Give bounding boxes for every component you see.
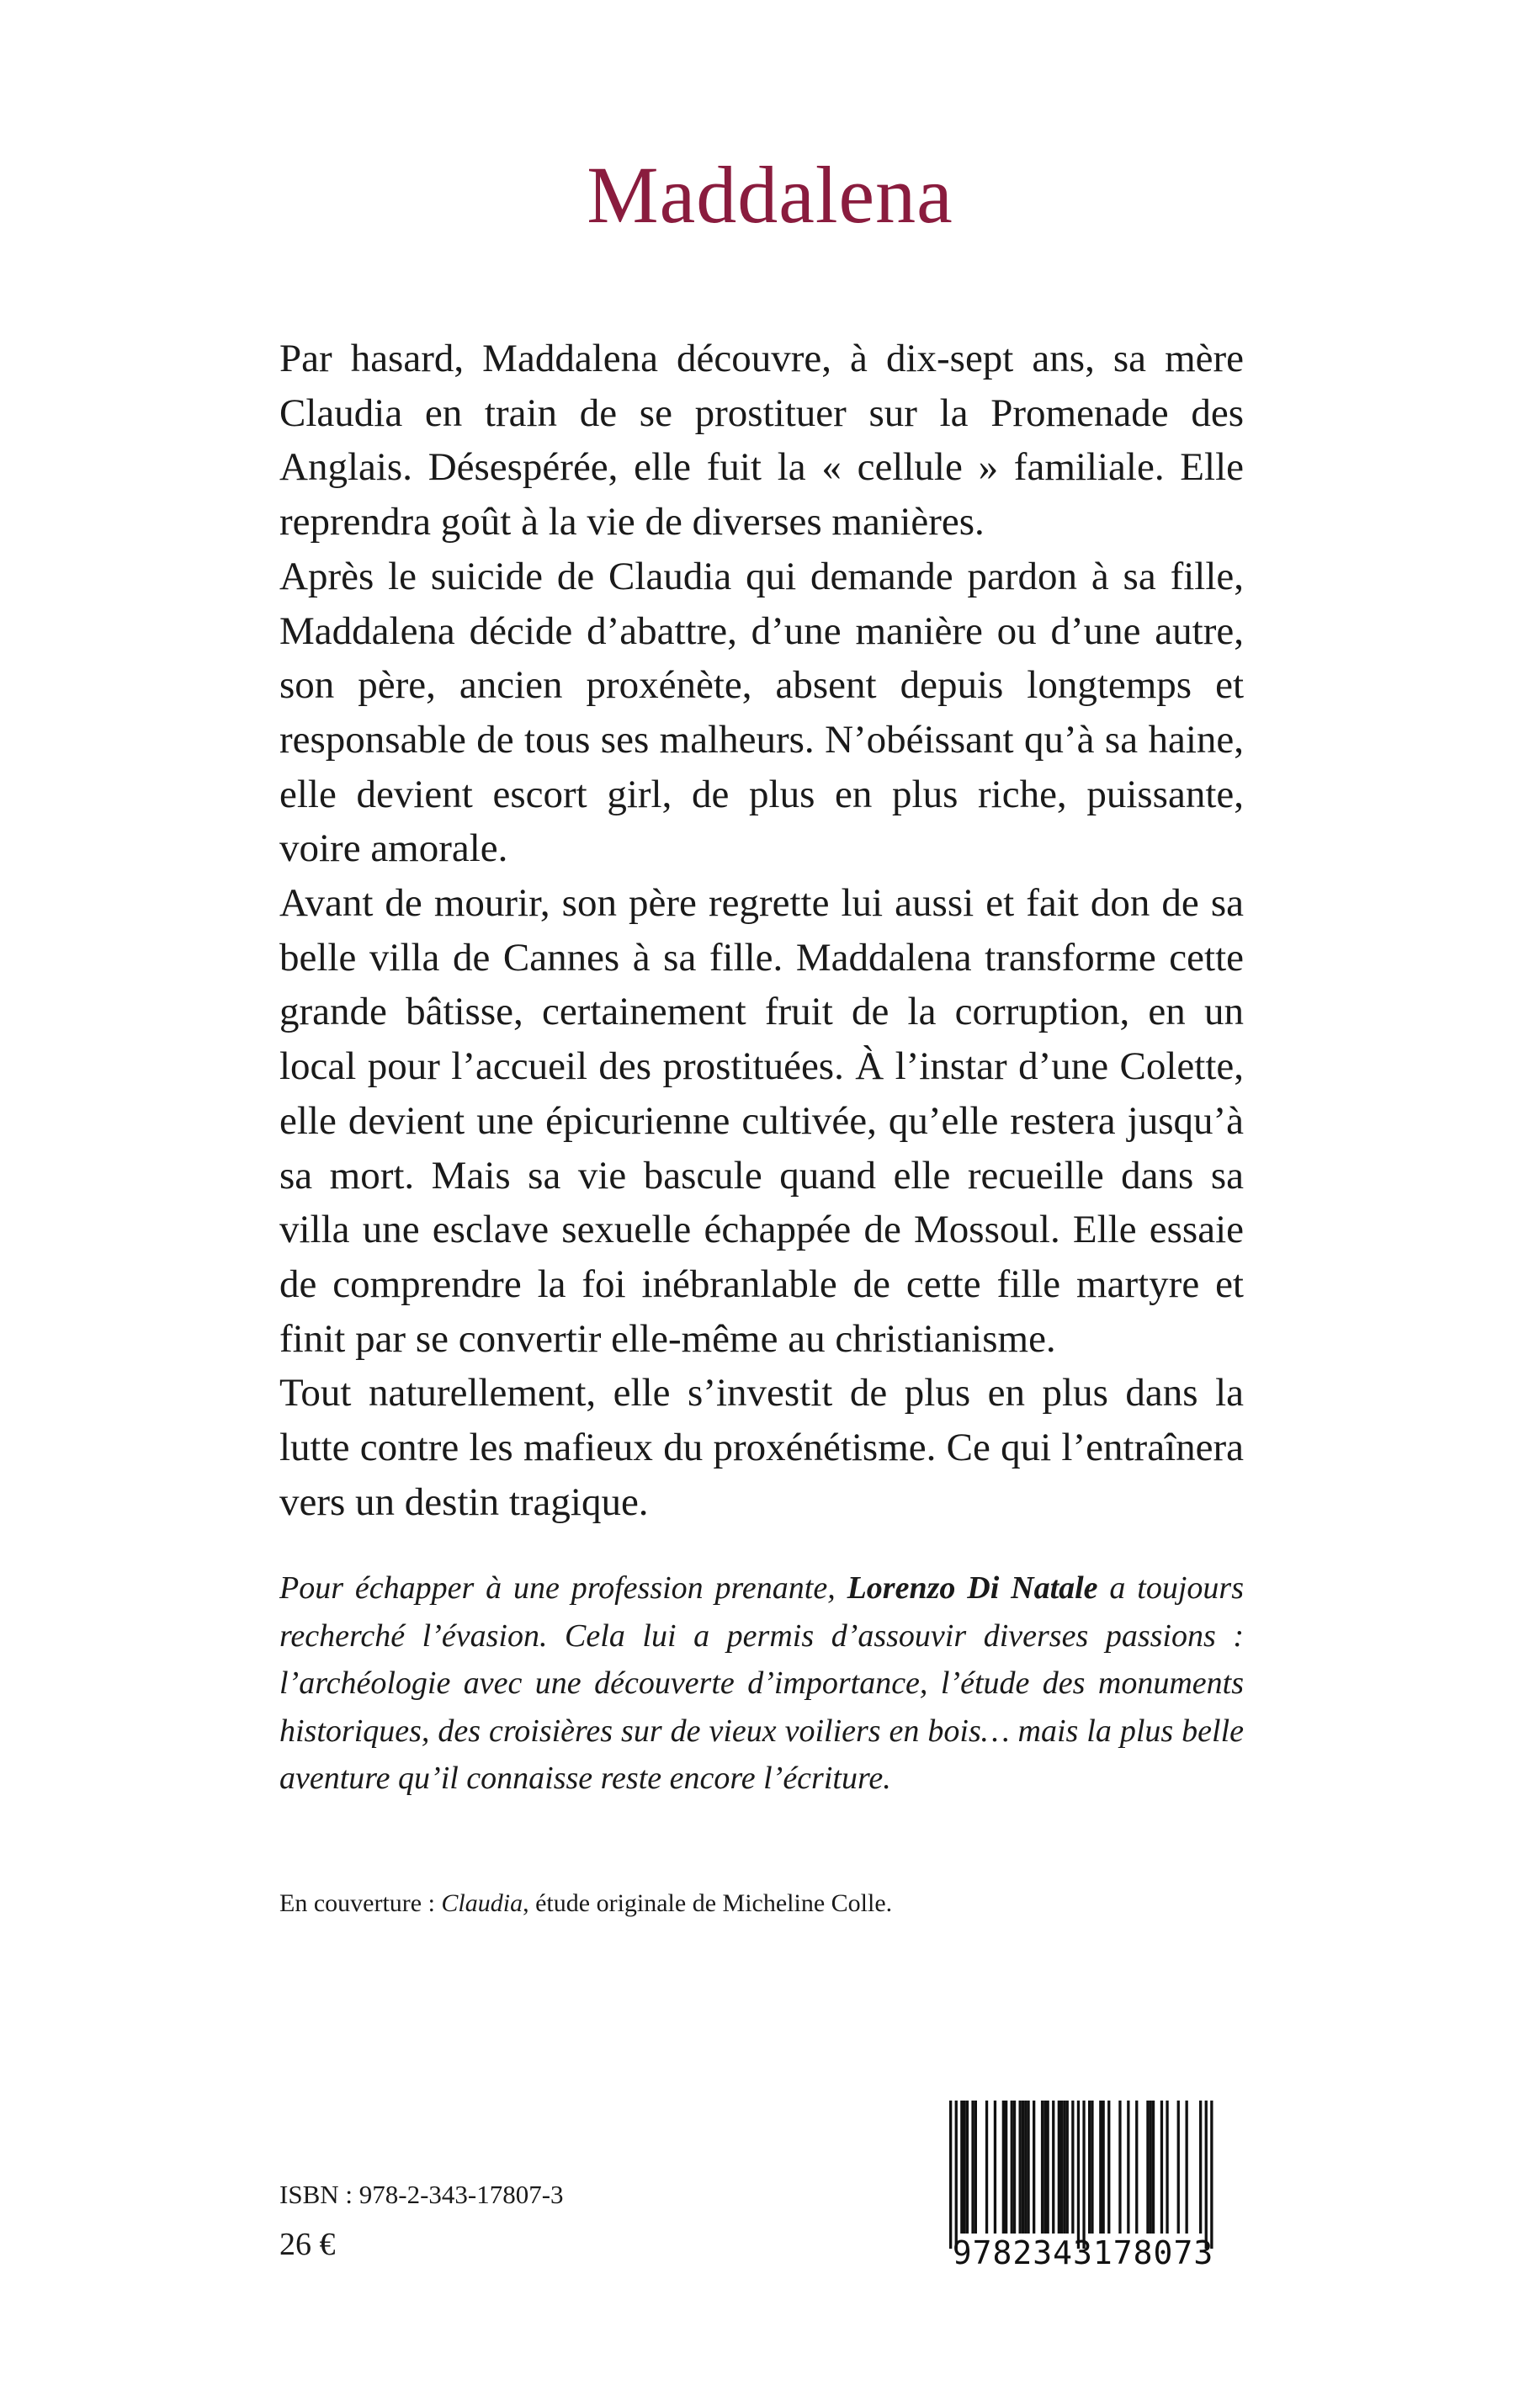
cover-credit-suffix: , étude originale de Micheline Colle. [523, 1889, 893, 1917]
barcode-bar [985, 2101, 988, 2234]
blurb-paragraph: Avant de mourir, son père regrette lui aussi et fait don de sa belle villa de Cannes à sa fille. Maddalena transforme cette grande bâtisse, certainement fruit de la corruption, en un local pour l’accueil des prostituées. À l’instar d’une Colette, elle devient une épicurienne cultivée, qu’elle restera jusqu’à sa mort. Mais sa vie bascule quand elle recueille dans sa villa une esclave sexuelle échappée de Mossoul. Elle essaie de comprendre la foi inébranlable de cette fille martyre et finit par se convertir elle-même au christianisme. [279, 881, 1244, 1361]
barcode-bar [1002, 2101, 1005, 2234]
barcode-bar [1022, 2101, 1024, 2234]
barcode-bar [1146, 2101, 1149, 2234]
author-bio-intro: Pour échapper à une profession prenante, [279, 1570, 847, 1606]
barcode-bar [1071, 2101, 1074, 2234]
barcode-bar [1199, 2101, 1202, 2234]
barcode-bar [1060, 2101, 1063, 2234]
barcode-bar [949, 2101, 952, 2249]
barcode-bar [1027, 2101, 1029, 2234]
author-bio [279, 1564, 1244, 1803]
barcode-bar [1210, 2101, 1213, 2249]
barcode-bar [1043, 2101, 1046, 2234]
cover-artwork-title: Claudia [441, 1889, 523, 1917]
back-cover-blurb [279, 332, 1244, 1529]
isbn: ISBN : 978-2-343-17807-3 [279, 2180, 564, 2209]
barcode-bar [966, 2101, 969, 2234]
book-title: Maddalena [587, 150, 953, 240]
barcode-bar [1082, 2101, 1085, 2249]
barcode-bar [1177, 2101, 1180, 2234]
cover-credit-prefix: En couverture : [279, 1889, 442, 1917]
barcode-bar [1063, 2101, 1065, 2234]
barcode-bar [1013, 2101, 1016, 2234]
barcode-bar [1102, 2101, 1105, 2234]
barcode-bar [1127, 2101, 1129, 2234]
barcode-bar [955, 2101, 958, 2249]
author-name: Lorenzo Di Natale [847, 1570, 1098, 1606]
price: 26 € [279, 2227, 336, 2262]
barcode-bar [960, 2101, 963, 2234]
barcode-bar [1011, 2101, 1013, 2234]
barcode-digits: 9782343178073 [952, 2234, 1214, 2271]
barcode-bar [994, 2101, 996, 2234]
barcode-bar [1033, 2101, 1035, 2234]
barcode-bar [1099, 2101, 1102, 2234]
barcode-bar [1186, 2101, 1188, 2234]
barcode-bar [1019, 2101, 1022, 2234]
barcode-bar [1088, 2101, 1091, 2234]
barcode-bar [1041, 2101, 1043, 2234]
barcode-bar [1047, 2101, 1049, 2234]
barcode-bar [1166, 2101, 1168, 2234]
barcode-bar [1150, 2101, 1152, 2234]
author-bio-text: a toujours recherché l’évasion. Cela lui a permis d’assouvir diverses passions : l’archéologie avec une découverte d’importance, l’étude des monuments historiques, des croisières sur de vieux voiliers en bois… mais la plus belle aventure qu’il connaisse reste encore l’écriture. [279, 1570, 1244, 1796]
barcode-bar [964, 2101, 966, 2234]
barcode-bar [1152, 2101, 1155, 2234]
barcode-bar [1005, 2101, 1007, 2234]
barcode-bar [1058, 2101, 1060, 2234]
blurb-paragraph: Après le suicide de Claudia qui demande pardon à sa fille, Maddalena décide d’abattre, d’une manière ou d’une autre, son père, ancien proxénète, absent depuis longtemps et responsable de tous ses malheurs. N’obéissant qu’à sa haine, elle devient escort girl, de plus en plus riche, puissante, voire amorale. [279, 554, 1244, 871]
barcode-bar [1205, 2101, 1208, 2249]
barcode-bar [1160, 2101, 1163, 2234]
barcode-bar [974, 2101, 977, 2234]
barcode-bar [1091, 2101, 1093, 2234]
cover-credit [279, 1887, 1244, 1920]
barcode-bar [1052, 2101, 1054, 2234]
blurb-paragraph: Par hasard, Maddalena découvre, à dix-sept ans, sa mère Claudia en train de se prostituer sur la Promenade des Anglais. Désespérée, elle fuit la « cellule » familiale. Elle reprendra goût à la vie de diverses manières. [279, 337, 1244, 544]
barcode-bar [1135, 2101, 1138, 2234]
barcode-bar [1077, 2101, 1080, 2249]
barcode-bar [1118, 2101, 1121, 2234]
barcode-bar [1066, 2101, 1069, 2234]
barcode-bar [1024, 2101, 1027, 2234]
barcode-bar [1107, 2101, 1110, 2234]
blurb-paragraph: Tout naturellement, elle s’investit de plus en plus dans la lutte contre les mafieux du proxénétisme. Ce qui l’entraînera vers un destin tragique. [279, 1371, 1244, 1524]
barcode-bar [971, 2101, 974, 2234]
